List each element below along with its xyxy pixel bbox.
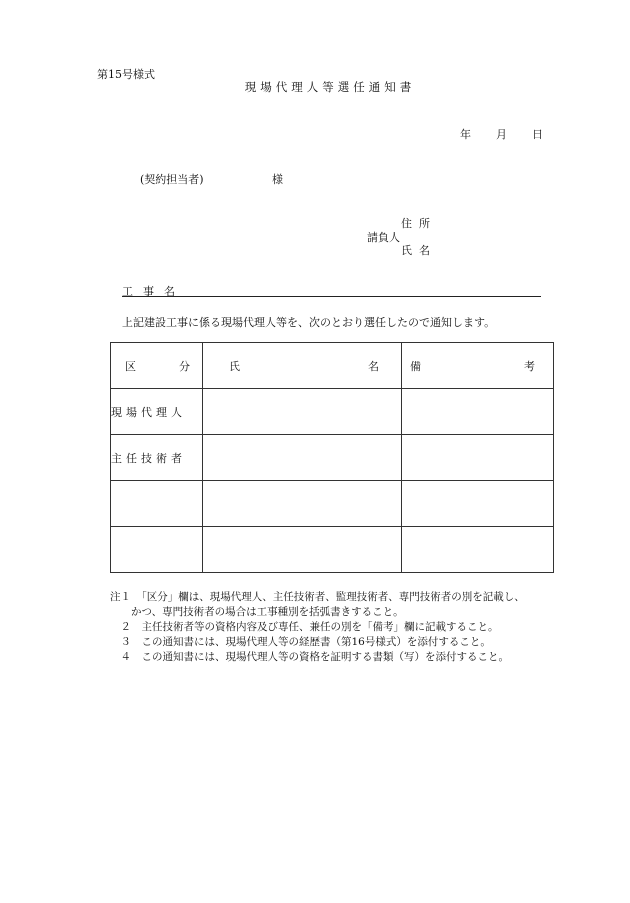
- date-day: 日: [532, 128, 543, 141]
- name-cell[interactable]: [203, 435, 402, 481]
- note-line: 注１ 「区分」欄は、現場代理人、主任技術者、監理技術者、専門技術者の別を記載し、: [110, 591, 525, 603]
- header-bikou: 備 考: [402, 343, 554, 389]
- remarks-cell[interactable]: [402, 527, 554, 573]
- date-year: 年: [460, 128, 471, 141]
- header-kubun: 区 分: [111, 343, 203, 389]
- name-cell[interactable]: [203, 527, 402, 573]
- row-label-chief-engineer: 主任技術者: [111, 435, 203, 481]
- addressee-label: (契約担当者): [140, 173, 204, 186]
- table-header-row: [111, 343, 554, 389]
- project-name-label: 工事名: [122, 285, 185, 298]
- date-month: 月: [496, 128, 507, 141]
- row-label-blank[interactable]: [111, 481, 203, 527]
- remarks-cell[interactable]: [402, 481, 554, 527]
- note-line: ４ この通知書には、現場代理人等の資格を証明する書類（写）を添付すること。: [110, 651, 509, 663]
- note-line: かつ、専門技術者の場合は工事種別を括弧書きすること。: [110, 606, 404, 618]
- table-row: [111, 435, 554, 481]
- form-number: 第15号様式: [97, 68, 155, 81]
- table-row: [111, 389, 554, 435]
- name-cell[interactable]: [203, 389, 402, 435]
- notes: [110, 590, 525, 665]
- note-line: ３ この通知書には、現場代理人等の経歴書（第16号様式）を添付すること。: [110, 636, 491, 648]
- name-label: 氏名: [401, 244, 437, 257]
- address-label: 住所: [401, 217, 437, 230]
- table-row: [111, 527, 554, 573]
- note-line: ２ 主任技術者等の資格内容及び専任、兼任の別を「備考」欄に記載すること。: [110, 621, 499, 633]
- project-name-line[interactable]: [122, 284, 541, 297]
- row-label-blank[interactable]: [111, 527, 203, 573]
- contractor-role: 請負人: [367, 231, 400, 244]
- appointment-table: [110, 342, 554, 573]
- table-row: [111, 481, 554, 527]
- name-cell[interactable]: [203, 481, 402, 527]
- remarks-cell[interactable]: [402, 435, 554, 481]
- addressee-honorific: 様: [272, 173, 283, 186]
- notice-text: 上記建設工事に係る現場代理人等を、次のとおり選任したので通知します。: [122, 316, 496, 329]
- remarks-cell[interactable]: [402, 389, 554, 435]
- header-shimei: 氏 名: [203, 343, 402, 389]
- document-title: 現場代理人等選任通知書: [244, 80, 416, 94]
- row-label-site-agent: 現場代理人: [111, 389, 203, 435]
